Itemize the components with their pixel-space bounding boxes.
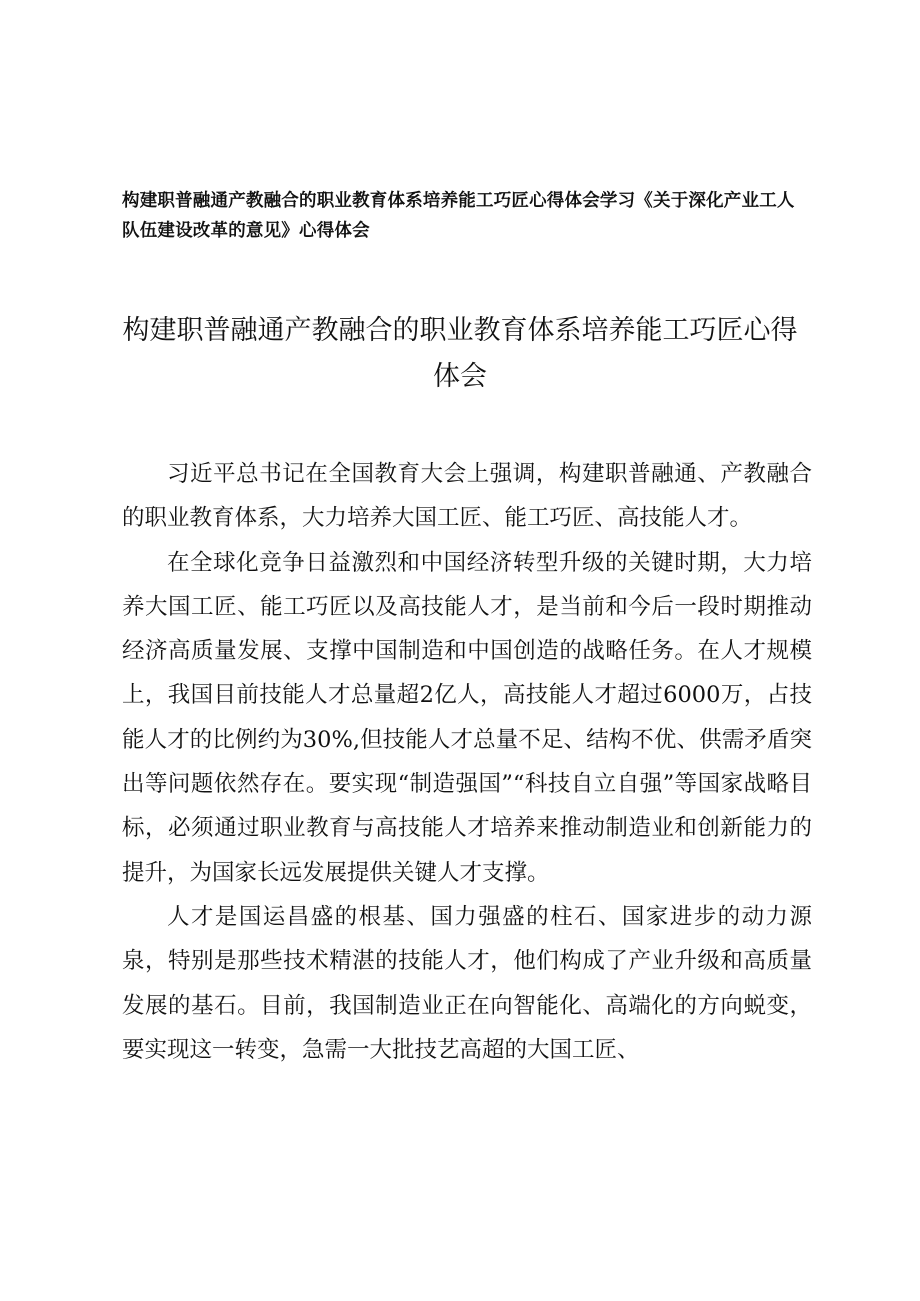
article-body [122, 452, 812, 1072]
paragraph: 习近平总书记在全国教育大会上强调，构建职普融通、产教融合的职业教育体系，大力培养大国工匠、能工巧匠、高技能人才。 [122, 461, 812, 532]
paragraph: 在全球化竞争日益激烈和中国经济转型升级的关键时期，大力培养大国工匠、能工巧匠以及高技能人才，是当前和今后一段时期推动经济高质量发展、支撑中国制造和中国创造的战略任务。在人才规模上，我国目前技能人才总量超2亿人，高技能人才超过6000万，占技能人才的比例约为30%,但技能人才总量不足、结构不优、供需矛盾突出等问题依然存在。要实现“制造强国”“科技自立自强”等国家战略目标，必须通过职业教育与高技能人才培养来推动制造业和创新能力的提升，为国家长远发展提供关键人才支撑。 [122, 549, 812, 886]
article-title: 构建职普融通产教融合的职业教育体系培养能工巧匠心得体会 [122, 315, 798, 392]
paragraph: 人才是国运昌盛的根基、国力强盛的柱石、国家进步的动力源泉，特别是那些技术精湛的技能人才，他们构成了产业升级和高质量发展的基石。目前，我国制造业正在向智能化、高端化的方向蜕变，要实现这一转变，急需一大批技艺高超的大国工匠、 [122, 903, 812, 1063]
document-header-title: 构建职普融通产教融合的职业教育体系培养能工巧匠心得体会学习《关于深化产业工人队伍建设改革的意见》心得体会 [122, 191, 795, 241]
